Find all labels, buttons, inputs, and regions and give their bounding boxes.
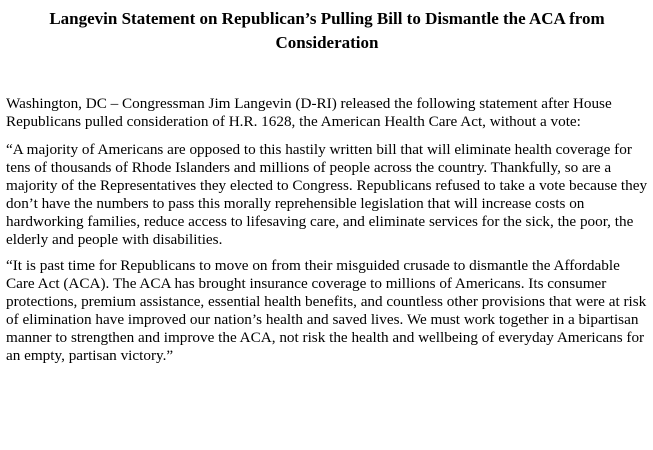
quote-paragraph-1: “A majority of Americans are opposed to this hastily written bill that will eliminate health coverage for tens of thousands of Rhode Islanders and millions of people across the country. Thankfully, so are a majority of the Representatives they elected to Congress. Republicans refused to take a vote because they don’t have the numbers to pass this morally reprehensible legislation that will increase costs on hardworking families, reduce access to lifesaving care, and eliminate services for the sick, the poor, the elderly and people with disabilities. <box>6 141 648 248</box>
intro-paragraph: Washington, DC – Congressman Jim Langevin (D-RI) released the following statement after House Republicans pulled consideration of H.R. 1628, the American Health Care Act, without a vote: <box>6 95 612 130</box>
press-release <box>6 0 650 365</box>
quote-paragraph-2: “It is past time for Republicans to move on from their misguided crusade to dismantle the Affordable Care Act (ACA). The ACA has brought insurance coverage to millions of Americans. Its consumer protections, premium assistance, essential health benefits, and countless other provisions that were at risk of elimination have improved our nation’s health and saved lives. We must work together in a bipartisan manner to strengthen and improve the ACA, not risk the health and wellbeing of everyday Americans for an empty, partisan victory.” <box>6 257 647 364</box>
document-title: Langevin Statement on Republican’s Pulling Bill to Dismantle the ACA from Consideration <box>49 9 605 52</box>
